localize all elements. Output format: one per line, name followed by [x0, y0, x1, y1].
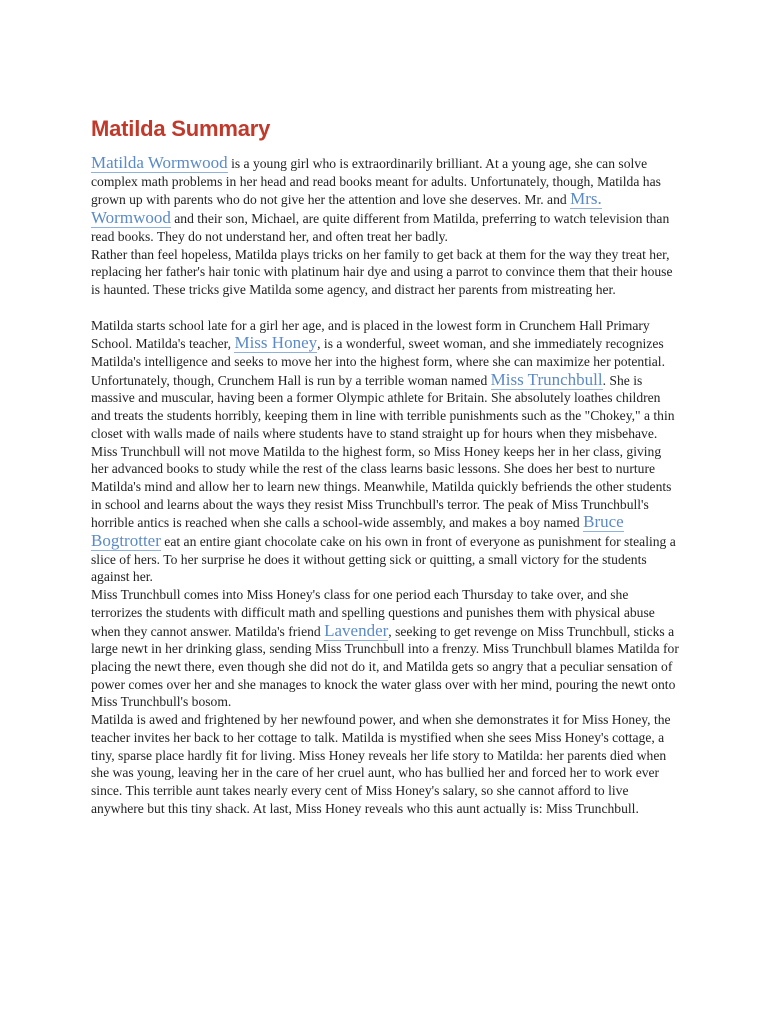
paragraph-tricks: Rather than feel hopeless, Matilda plays tricks on her family to get back at them for the way they treat her, replacing her father's hair tonic with platinum hair dye and using a parrot to convince them that their house is haunted. These tricks give Matilda some agency, and distract her parents from mistreating her.: [91, 246, 673, 297]
character-link-matilda-wormwood[interactable]: Matilda Wormwood: [91, 153, 228, 172]
character-link-miss-trunchbull[interactable]: Miss Trunchbull: [490, 369, 603, 389]
paragraph-text: and their son, Michael, are quite different from Matilda, preferring to watch television than read books. They do not understand her, and often treat her badly.: [91, 211, 670, 244]
paragraph-text: Miss Trunchbull will not move Matilda to the highest form, so Miss Honey keeps her in her class, giving her advanced books to study while the rest of the class learns basic lessons. She does her best to nurture Matilda's mind and allow her to learn new things. Meanwhile, Matilda quickly befriends the other students in school and learns about the ways they resist Miss Trunchbull's terror. The peak of Miss Trunchbull's horrible antics is reached when she calls a school-wide assembly, and makes a boy named: [91, 443, 672, 531]
character-link-bruce-bogtrotter[interactable]: Bruce Bogtrotter: [91, 512, 624, 551]
document-page: [91, 114, 681, 817]
paragraph-text: is a young girl who is extraordinarily brilliant. At a young age, she can solve complex math problems in her head and read books meant for adults. Unfortunately, though, Matilda has grown up with parents who do not give her the attention and love she deserves. Mr. and: [91, 156, 661, 208]
paragraph-text: eat an entire giant chocolate cake on his own in front of everyone as punishment for stealing a slice of hers. To her surprise he does it without getting sick or quitting, a small victory for the students against her.: [91, 534, 676, 585]
page-title: Matilda Summary: [91, 116, 271, 141]
paragraph-classroom: [91, 443, 681, 587]
paragraph-text: . She is massive and muscular, having been a former Olympic athlete for Britain. She absolutely loathes children and treats the students horribly, keeping them in line with terrible punishments such as the "Chokey," a thin closet with walls made of nails where students have to stand straight up for hours when they misbehave.: [91, 372, 675, 441]
paragraph-text: Matilda starts school late for a girl her age, and is placed in the lowest form in Crunchem Hall Primary School. Matilda's teacher,: [91, 317, 650, 352]
character-link-mrs-wormwood[interactable]: Mrs. Wormwood: [91, 189, 602, 228]
character-link-lavender[interactable]: Lavender: [324, 620, 389, 640]
character-link-miss-honey[interactable]: Miss Honey: [234, 333, 318, 353]
paragraph-text: , seeking to get revenge on Miss Trunchbull, sticks a large newt in her drinking glass, sending Miss Trunchbull into a frenzy. Miss Trunchbull blames Matilda for placing the newt there, even though she did not do it, and Matilda gets so angry that a peculiar sensation of power comes over her and she manages to knock the water glass over with her mind, pouring the newt onto Miss Trunchbull's bosom.: [91, 623, 679, 710]
paragraph-intro: [91, 154, 681, 246]
paragraph-reveal: Matilda is awed and frightened by her newfound power, and when she demonstrates it for Miss Honey, the teacher invites her back to her cottage to talk. Matilda is mystified when she sees Miss Honey's cottage, a tiny, sparse place hardly fit for living. Miss Honey reveals her life story to Matilda: her parents died when she was young, leaving her in the care of her cruel aunt, who has bullied her and forced her to work ever since. This terrible aunt takes nearly every cent of Miss Honey's salary, so she cannot afford to live anywhere but this tiny shack. At last, Miss Honey reveals who this aunt actually is: Miss Trunchbull.: [91, 712, 671, 816]
paragraph-spacer: [91, 299, 681, 317]
paragraph-school: [91, 317, 681, 443]
paragraph-text: , is a wonderful, sweet woman, and she immediately recognizes Matilda's intelligence and seeks to move her into the highest form, where she can maximize her potential. Unfortunately, though, Crunchem Hall is run by a terrible woman named: [91, 336, 665, 388]
paragraph-text: Miss Trunchbull comes into Miss Honey's class for one period each Thursday to take over, and she terrorizes the students with difficult math and spelling questions and punishes them with physical abuse when they cannot answer. Matilda's friend: [91, 587, 655, 639]
paragraph-newt: [91, 586, 681, 711]
